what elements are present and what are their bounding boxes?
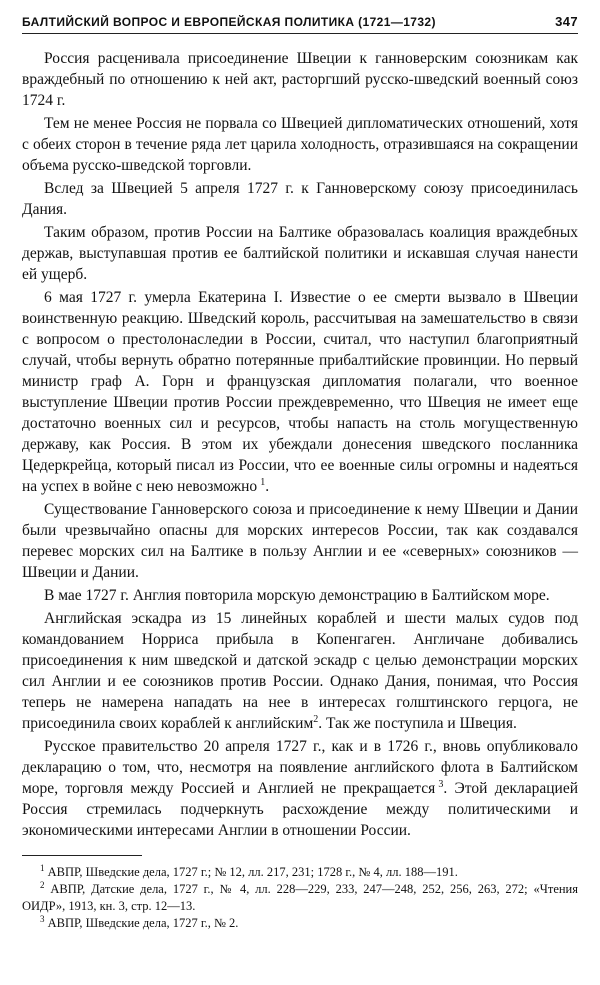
paragraph-1: Россия расценивала присоединение Швеции к ганноверским союзникам как враждебный по отношению к ней акт, расторгший русско-шведский военный союз 1724 г. (22, 50, 578, 109)
paragraph-6: Существование Ганноверского союза и присоединение к нему Швеции и Дании были чрезвычайно опасны для морских интересов России, так как создавался перевес морских сил на Балтике в пользу Англии и ее «северных» союзников — Швеции и Дании. (22, 501, 578, 581)
paragraph-7: В мае 1727 г. Англия повторила морскую демонстрацию в Балтийском море. (44, 587, 550, 604)
footnotes (22, 864, 578, 932)
paragraph-5: 6 мая 1727 г. умерла Екатерина I. Известие о ее смерти вызвало в Швеции воинственную реакцию. Шведский король, рассчитывая на замешательство в связи с вопросом о престолонаследии в России, считал, что наступил благоприятный случай, чтобы вернуть обратно потерянные прибалтийские провинции. Но первый министр граф А. Горн и французская дипломатия полагали, что военное выступление Швеции против России преждевременно, что Швеция не имеет еще достаточно военных сил и ресурсов, чтобы напасть на столь могущественную державу, как Россия. В этом их убеждали донесения шведского посланника Цедеркрейца, который писал из России, что ее военные силы огромны и надеяться на успех в войне с нею невозможно $^1$. (22, 289, 578, 495)
footnote-divider (22, 855, 142, 856)
paragraph-9: Русское правительство 20 апреля 1727 г., как и в 1726 г., вновь опубликовало декларацию о том, что, несмотря на появление английского флота в Балтийском море, торговля между Россией и Англией не прекращается $^3$. Этой декларацией Россия стремилась подчеркнуть расхождение между политическими и экономическими интересами Англии в отношении России. (22, 738, 579, 839)
footnote-ref-3: 3 (438, 778, 444, 790)
book-page (22, 14, 578, 932)
paragraph-8: Английская эскадра из 15 линейных кораблей и шести малых судов под командованием Норриса прибыла в Копенгаген. Англичане добивались присоединения к ним шведской и датской эскадр с целью демонстрации морских сил Англии и ее союзников против России. Однако Дания, понимая, что Россия теперь не намерена нападать на нее в интересах голштинского герцога, не присоединила своих кораблей к английским$^2$. Так же поступила и Швеция. (22, 610, 578, 732)
paragraph-2: Тем не менее Россия не порвала со Швецией дипломатических отношений, хотя с обеих сторон в течение ряда лет царила холодность, отразившаяся на сокращении объема русско-шведской торговли. (22, 115, 578, 174)
running-title: БАЛТИЙСКИЙ ВОПРОС И ЕВРОПЕЙСКАЯ ПОЛИТИКА (1721—1732) (22, 15, 436, 29)
footnote-ref-2: 2 (313, 713, 319, 725)
footnote-1: $^1$ АВПР, Шведские дела, 1727 г.; № 12, лл. 217, 231; 1728 г., № 4, лл. 188—191. (40, 862, 458, 879)
footnote-2: $^2$ АВПР, Датские дела, 1727 г., № 4, лл. 228—229, 233, 247—248, 252, 256, 263, 272; «Чтения ОИДР», 1913, кн. 3, стр. 12—13. (22, 879, 578, 913)
paragraph-3: Вслед за Швецией 5 апреля 1727 г. к Ганноверскому союзу присоединилась Дания. (22, 180, 578, 218)
running-header (22, 14, 578, 34)
main-text (22, 48, 578, 841)
footnote-ref-1: 1 (260, 476, 266, 488)
footnote-3: $^3$ АВПР, Шведские дела, 1727 г., № 2. (40, 913, 239, 930)
page-number: 347 (555, 14, 578, 29)
paragraph-4: Таким образом, против России на Балтике образовалась коалиция враждебных держав, выступавшая против ее балтийской политики и искавшая случая нанести ей ущерб. (22, 224, 578, 283)
